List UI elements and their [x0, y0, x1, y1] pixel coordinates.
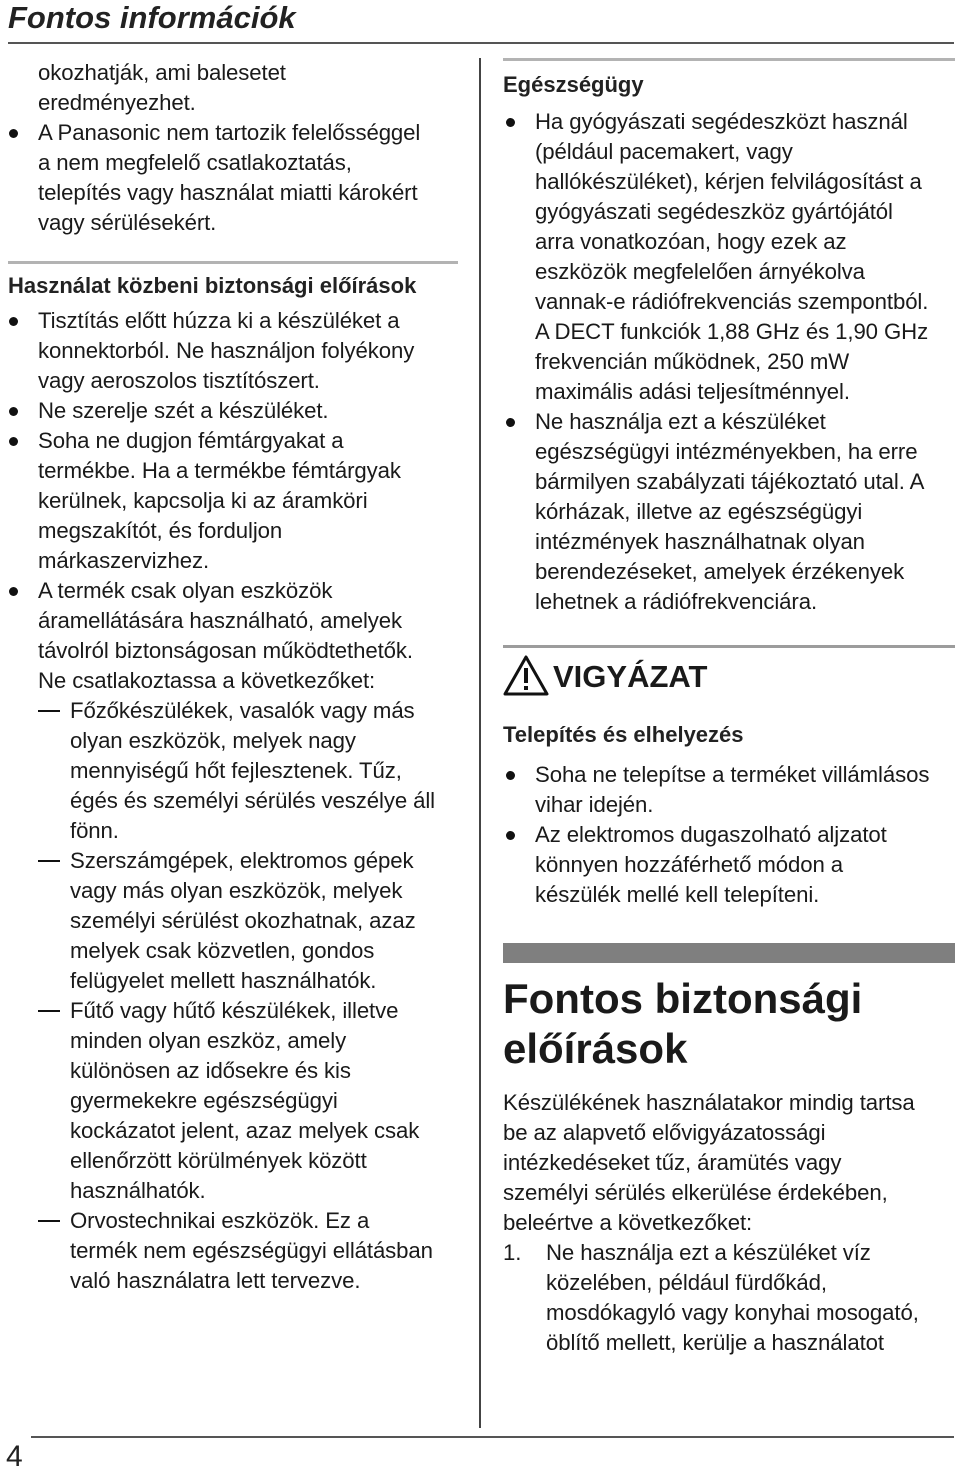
text-line: Fűtő vagy hűtő készülékek, illetve: [70, 998, 399, 1023]
text-line: személyi sérülés elkerülése érdekében,: [503, 1180, 888, 1205]
bullet-icon: [9, 129, 18, 138]
text-line: felügyelet mellett használhatók.: [70, 968, 377, 993]
text-line: vagy sérülésekért.: [38, 210, 217, 235]
text-line: berendezéseket, amelyek érzékenyek: [535, 559, 905, 584]
dash-icon: [38, 860, 60, 862]
text-line: személyi sérülést okozhatnak, azaz: [70, 908, 416, 933]
text-line: A termék csak olyan eszközök: [38, 578, 333, 603]
text-line: kerülnek, kapcsolja ki az áramköri: [38, 488, 368, 513]
section-rule: [503, 58, 955, 61]
important-safety-title: [503, 974, 955, 1074]
left-column: [0, 58, 470, 1296]
dash-icon: [38, 1010, 60, 1012]
text-line: arra vonatkozóan, hogy ezek az: [535, 229, 847, 254]
bullet-item: [503, 760, 955, 820]
text-line: eredményezhet.: [38, 90, 196, 115]
section-heading-safety: Használat közbeni biztonsági előírások: [8, 273, 417, 298]
right-column: [503, 58, 955, 1358]
text-line: A Panasonic nem tartozik felelősséggel: [38, 120, 421, 145]
dash-item: [0, 1206, 470, 1296]
text-line: beleértve a következőket:: [503, 1210, 753, 1235]
dash-item: [0, 996, 470, 1206]
bullet-item: [503, 407, 955, 617]
dash-item: [0, 696, 470, 846]
text-line: Szerszámgépek, elektromos gépek: [70, 848, 414, 873]
caution-header: [503, 652, 955, 702]
text-line: lehetnek a rádiófrekvenciára.: [535, 589, 818, 614]
bullet-item: [0, 118, 470, 238]
text-line: Ne csatlakoztassa a következőket:: [38, 668, 376, 693]
bullet-item: [0, 306, 470, 396]
text-line: melyek csak közvetlen, gondos: [70, 938, 375, 963]
text-line: konnektorból. Ne használjon folyékony: [38, 338, 415, 363]
text-line: Ha gyógyászati segédeszközt használ: [535, 109, 908, 134]
footer-rule: [31, 1436, 954, 1438]
text-line: maximális adási teljesítménnyel.: [535, 379, 850, 404]
dash-icon: [38, 1220, 60, 1222]
text-line: Soha ne telepítse a terméket villámlásos: [535, 762, 930, 787]
section-rule: [8, 261, 458, 264]
column-divider: [479, 58, 481, 1428]
bullet-icon: [9, 317, 18, 326]
text-line: Soha ne dugjon fémtárgyakat a: [38, 428, 344, 453]
text-line: Az elektromos dugaszolható aljzatot: [535, 822, 887, 847]
text-line: márkaszervizhez.: [38, 548, 210, 573]
text-line: hallókészüléket), kérjen felvilágosítást a: [535, 169, 922, 194]
text-line: Orvostechnikai eszközök. Ez a: [70, 1208, 370, 1233]
text-line: okozhatják, ami balesetet: [38, 60, 286, 85]
text-line: különösen az idősekre és kis: [70, 1058, 351, 1083]
section-heading-installation: Telepítés és elhelyezés: [503, 722, 744, 747]
page-title: Fontos információk: [8, 0, 296, 35]
section-rule: [503, 645, 955, 648]
text-line: egészségügyi intézményekben, ha erre: [535, 439, 918, 464]
title-line: Fontos biztonsági: [503, 975, 863, 1022]
bullet-item: [503, 107, 955, 407]
text-line: frekvencián működnek, 250 mW: [535, 349, 850, 374]
text-line: Főzőkészülékek, vasalók vagy más: [70, 698, 415, 723]
text-line: vagy más olyan eszközök, melyek: [70, 878, 403, 903]
text-line: vannak-e rádiófrekvenciás szempontból.: [535, 289, 929, 314]
text-line: mennyiségű hőt fejlesztenek. Tűz,: [70, 758, 402, 783]
text-line: termékbe. Ha a termékbe fémtárgyak: [38, 458, 401, 483]
text-line: Ne szerelje szét a készüléket.: [38, 398, 329, 423]
text-line: termék nem egészségügyi ellátásban: [70, 1238, 433, 1263]
intro-continuation: [38, 58, 470, 118]
dash-icon: [38, 710, 60, 712]
bullet-icon: [9, 587, 18, 596]
text-line: minden olyan eszköz, amely: [70, 1028, 347, 1053]
item-number: 1.: [503, 1240, 522, 1265]
text-line: A DECT funkciók 1,88 GHz és 1,90 GHz: [535, 319, 929, 344]
bullet-icon: [506, 831, 515, 840]
text-line: be az alapvető elővigyázatossági: [503, 1120, 826, 1145]
text-line: mosdókagyló vagy konyhai mosogató,: [546, 1300, 919, 1325]
text-line: való használatra lett tervezve.: [70, 1268, 361, 1293]
bullet-icon: [9, 407, 18, 416]
text-line: telepítés vagy használat miatti károkért: [38, 180, 418, 205]
text-line: könnyen hozzáférhető módon a: [535, 852, 844, 877]
title-line: előírások: [503, 1025, 688, 1072]
bullet-icon: [506, 771, 515, 780]
text-line: távolról biztonságosan működtethetők.: [38, 638, 413, 663]
bullet-item: [0, 576, 470, 696]
text-line: megszakítót, és forduljon: [38, 518, 283, 543]
numbered-item: [503, 1238, 955, 1358]
text-line: Készülékének használatakor mindig tartsa: [503, 1090, 915, 1115]
text-line: olyan eszközök, melyek nagy: [70, 728, 356, 753]
bullet-item: [0, 396, 470, 426]
text-line: használhatók.: [70, 1178, 206, 1203]
text-line: készülék mellé kell telepíteni.: [535, 882, 820, 907]
text-line: gyermekekre egészségügyi: [70, 1088, 338, 1113]
important-intro: [503, 1088, 955, 1238]
text-line: intézmények használhatnak olyan: [535, 529, 865, 554]
text-line: Ne használja ezt a készüléket: [535, 409, 826, 434]
bullet-item: [0, 426, 470, 576]
page-header: [8, 0, 954, 44]
text-line: eszközök megfelelően árnyékolva: [535, 259, 865, 284]
page-number: 4: [6, 1440, 23, 1473]
text-line: (például pacemakert, vagy: [535, 139, 793, 164]
text-line: Tisztítás előtt húzza ki a készüléket a: [38, 308, 400, 333]
text-line: Ne használja ezt a készüléket víz: [546, 1240, 871, 1265]
text-line: áramellátására használható, amelyek: [38, 608, 403, 633]
text-line: kórházak, illetve az egészségügyi: [535, 499, 863, 524]
text-line: gyógyászati segédeszköz gyártójától: [535, 199, 893, 224]
section-bar: [503, 943, 955, 963]
text-line: a nem megfelelő csatlakoztatás,: [38, 150, 352, 175]
dash-item: [0, 846, 470, 996]
text-line: intézkedéseket tűz, áramütés vagy: [503, 1150, 842, 1175]
bullet-icon: [9, 437, 18, 446]
text-line: bármilyen szabályzati tájékoztató utal. A: [535, 469, 925, 494]
bullet-item: [503, 820, 955, 910]
text-line: fönn.: [70, 818, 119, 843]
text-line: vagy aeroszolos tisztítószert.: [38, 368, 320, 393]
caution-title: VIGYÁZAT: [553, 659, 708, 694]
bullet-icon: [506, 118, 515, 127]
text-line: égés és személyi sérülés veszélye áll: [70, 788, 436, 813]
text-line: öblítő mellett, kerülje a használatot: [546, 1330, 884, 1355]
bullet-icon: [506, 418, 515, 427]
section-heading-health: Egészségügy: [503, 72, 644, 97]
text-line: közelében, például fürdőkád,: [546, 1270, 827, 1295]
text-line: kockázatot jelent, azaz melyek csak: [70, 1118, 420, 1143]
text-line: vihar idején.: [535, 792, 654, 817]
warning-triangle-icon: [503, 654, 549, 701]
text-line: ellenőrzött körülmények között: [70, 1148, 367, 1173]
